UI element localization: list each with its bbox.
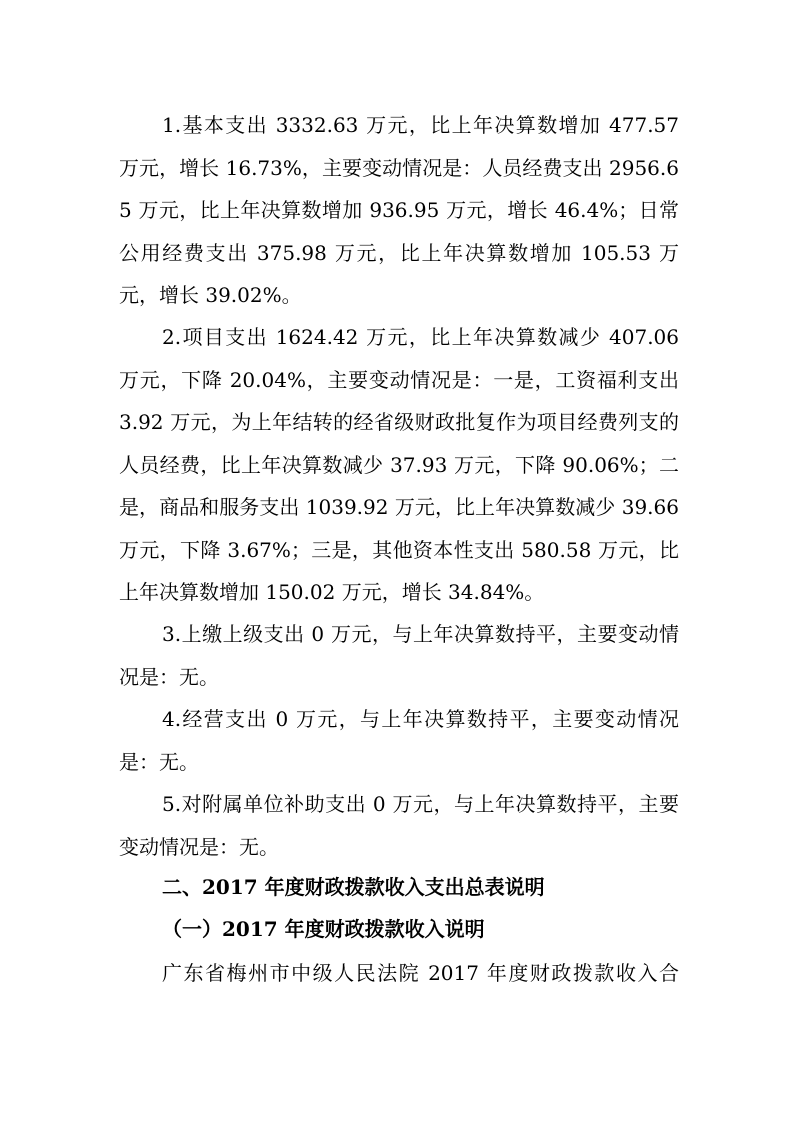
paragraph-fiscal-income-intro: 广东省梅州市中级人民法院 2017 年度财政拨款收入合 — [162, 961, 679, 985]
paragraph-basic-expenditure: 1.基本支出 3332.63 万元，比上年决算数增加 477.57 万元，增长 16.73%，主要变动情况是：人员经费支出 2956.65 万元，比上年决算数增加 936.95 万元，增长 46.4%；日常公用经费支出 375.98 万元，比上年决算数增加 105.53 万元，增长 39.02%。 — [119, 113, 679, 307]
paragraph-subsidiary-subsidy-expenditure: 5.对附属单位补助支出 0 万元，与上年决算数持平，主要变动情况是：无。 — [119, 792, 679, 859]
paragraph-remit-superior-expenditure: 3.上缴上级支出 0 万元，与上年决算数持平，主要变动情况是：无。 — [119, 622, 679, 689]
section-heading: 二、2017 年度财政拨款收入支出总表说明 — [162, 875, 545, 899]
paragraph-project-expenditure: 2.项目支出 1624.42 万元，比上年决算数减少 407.06 万元，下降 20.04%，主要变动情况是：一是，工资福利支出 3.92 万元，为上年结转的经省级财政批复作为项目经费列支的人员经费，比上年决算数减少 37.93 万元，下降 90.06%；二是，商品和服务支出 1039.92 万元，比上年决算数减少 39.66 万元，下降 3.67%；三是，其他资本性支出 580.58 万元，比上年决算数增加 150.02 万元，增长 34.84%。 — [119, 325, 679, 604]
subsection-heading: （一）2017 年度财政拨款收入说明 — [162, 917, 485, 941]
paragraph-operating-expenditure: 4.经营支出 0 万元，与上年决算数持平，主要变动情况是：无。 — [119, 707, 679, 774]
